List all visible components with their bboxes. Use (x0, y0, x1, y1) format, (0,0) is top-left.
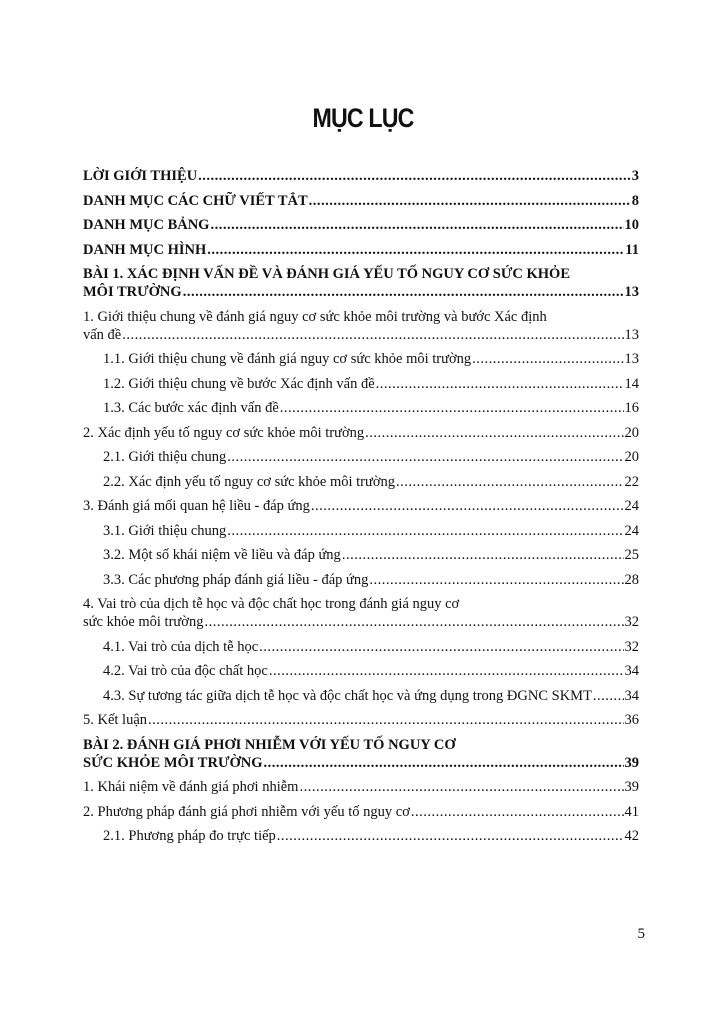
toc-entry-title: 4.3. Sự tương tác giữa dịch tễ học và độc chất học và ứng dụng trong ĐGNC SKMT (103, 687, 592, 704)
toc-entry-title: 3.3. Các phương pháp đánh giá liều - đáp ứng (103, 571, 369, 588)
table-of-contents (83, 167, 639, 845)
toc-entry-title: SỨC KHỎE MÔI TRƯỜNG (83, 754, 263, 771)
toc-entry-title: vấn đề (83, 326, 122, 343)
toc-entry[interactable] (83, 497, 639, 515)
dot-leader (269, 662, 624, 680)
toc-entry-title: DANH MỤC BẢNG (83, 217, 210, 233)
toc-entry-title: 2.1. Phương pháp đo trực tiếp (103, 828, 276, 844)
toc-entry[interactable] (83, 571, 639, 589)
toc-entry[interactable] (83, 241, 639, 259)
toc-entry-title: 4.2. Vai trò của độc chất học (103, 663, 268, 679)
dot-leader (277, 827, 624, 845)
dot-leader (369, 571, 623, 589)
toc-entry-page: 34 (624, 663, 639, 679)
toc-entry[interactable] (83, 827, 639, 845)
dot-leader (198, 167, 631, 185)
toc-entry-title: 2.2. Xác định yếu tố nguy cơ sức khỏe môi trường (103, 473, 396, 490)
toc-entry-title-line: 1. Giới thiệu chung về đánh giá nguy cơ sức khỏe môi trường và bước Xác định (83, 308, 547, 325)
toc-entry-title: MÔI TRƯỜNG (83, 284, 182, 300)
dot-leader (593, 687, 624, 705)
toc-entry-page: 13 (624, 284, 639, 300)
dot-leader (365, 424, 623, 442)
toc-entry[interactable] (83, 522, 639, 540)
toc-entry-title: 3. Đánh giá mối quan hệ liều - đáp ứng (83, 498, 310, 514)
toc-entry-page: 41 (624, 803, 639, 820)
toc-entry-page: 22 (624, 473, 639, 490)
dot-leader (342, 546, 624, 564)
dot-leader (472, 350, 623, 368)
dot-leader (311, 497, 624, 515)
toc-entry-page: 36 (624, 712, 639, 728)
toc-entry-page: 28 (624, 571, 639, 588)
dot-leader (299, 778, 623, 796)
toc-entry-title: 2. Xác định yếu tố nguy cơ sức khỏe môi trường (83, 424, 365, 441)
toc-entry[interactable] (83, 662, 639, 680)
toc-entry-page: 32 (624, 614, 639, 630)
toc-entry-page: 16 (624, 400, 639, 416)
toc-entry[interactable] (83, 192, 639, 210)
toc-entry[interactable] (83, 546, 639, 564)
toc-entry-page: 11 (625, 241, 639, 258)
toc-entry-title: 1.2. Giới thiệu chung về bước Xác định vấn đề (103, 375, 375, 392)
dot-leader (376, 375, 624, 393)
toc-entry-page: 13 (624, 326, 639, 343)
toc-entry[interactable] (83, 265, 639, 301)
toc-entry-title: 2. Phương pháp đánh giá phơi nhiễm với yếu tố nguy cơ (83, 803, 410, 820)
dot-leader (227, 522, 623, 540)
toc-entry[interactable] (83, 803, 639, 821)
toc-entry-title: sức khỏe môi trường (83, 614, 204, 630)
toc-entry-title-line: BÀI 1. XÁC ĐỊNH VẤN ĐỀ VÀ ĐÁNH GIÁ YẾU TỐ NGUY CƠ SỨC KHỎE (83, 266, 571, 282)
toc-entry[interactable] (83, 167, 639, 185)
toc-entry-title: 1.1. Giới thiệu chung về đánh giá nguy cơ sức khỏe môi trường (103, 351, 472, 367)
toc-entry-page: 14 (624, 375, 639, 392)
toc-entry[interactable] (83, 308, 639, 344)
toc-entry[interactable] (83, 399, 639, 417)
dot-leader (309, 192, 631, 210)
toc-entry[interactable] (83, 216, 639, 234)
toc-entry-page: 3 (631, 168, 639, 184)
toc-entry[interactable] (83, 473, 639, 491)
toc-entry-page: 20 (624, 449, 639, 465)
dot-leader (227, 448, 623, 466)
dot-leader (396, 473, 623, 491)
toc-entry-page: 10 (624, 217, 639, 233)
toc-entry[interactable] (83, 711, 639, 729)
dot-leader (207, 241, 624, 259)
toc-entry-title: 1.3. Các bước xác định vấn đề (103, 400, 279, 416)
dot-leader (280, 399, 624, 417)
dot-leader (148, 711, 623, 729)
toc-entry-page: 25 (624, 547, 639, 563)
toc-entry-page: 39 (624, 754, 639, 771)
dot-leader (411, 803, 624, 821)
toc-entry-page: 34 (624, 687, 639, 704)
toc-entry-page: 32 (624, 638, 639, 655)
toc-entry-page: 24 (624, 498, 639, 514)
toc-entry-page: 42 (624, 828, 639, 844)
dot-leader (210, 216, 623, 234)
toc-entry-title: 4.1. Vai trò của dịch tễ học (103, 638, 259, 655)
page-number: 5 (637, 926, 645, 942)
toc-entry-title-line: 4. Vai trò của dịch tễ học và độc chất học trong đánh giá nguy cơ (83, 596, 460, 612)
toc-entry[interactable] (83, 778, 639, 796)
toc-entry-title-line: BÀI 2. ĐÁNH GIÁ PHƠI NHIỄM VỚI YẾU TỐ NGUY CƠ (83, 736, 456, 753)
toc-entry[interactable] (83, 736, 639, 772)
toc-entry[interactable] (83, 350, 639, 368)
toc-entry[interactable] (83, 424, 639, 442)
toc-entry[interactable] (83, 595, 639, 631)
toc-entry[interactable] (83, 638, 639, 656)
toc-entry[interactable] (83, 687, 639, 705)
toc-entry-title: DANH MỤC HÌNH (83, 241, 207, 258)
dot-leader (259, 638, 623, 656)
toc-entry-page: 8 (631, 192, 639, 209)
toc-entry-title: DANH MỤC CÁC CHỮ VIẾT TẮT (83, 192, 308, 209)
toc-entry-title: 3.2. Một số khái niệm về liều và đáp ứng (103, 547, 341, 563)
toc-entry-title: 2.1. Giới thiệu chung (103, 449, 227, 465)
toc-entry-title: 5. Kết luận (83, 712, 148, 728)
toc-entry[interactable] (83, 448, 639, 466)
toc-entry-title: 1. Khái niệm về đánh giá phơi nhiễm (83, 779, 299, 795)
dot-leader (204, 613, 623, 631)
toc-entry-title: 3.1. Giới thiệu chung (103, 522, 227, 539)
toc-entry-page: 39 (624, 779, 639, 795)
dot-leader (183, 283, 624, 301)
dot-leader (122, 326, 623, 344)
toc-entry-page: 24 (624, 522, 639, 539)
toc-entry-page: 20 (624, 424, 639, 441)
page-title: MỤC LỤC (312, 103, 414, 133)
toc-entry[interactable] (83, 375, 639, 393)
toc-entry-page: 13 (624, 351, 639, 367)
toc-entry-title: LỜI GIỚI THIỆU (83, 168, 198, 184)
dot-leader (264, 754, 624, 772)
